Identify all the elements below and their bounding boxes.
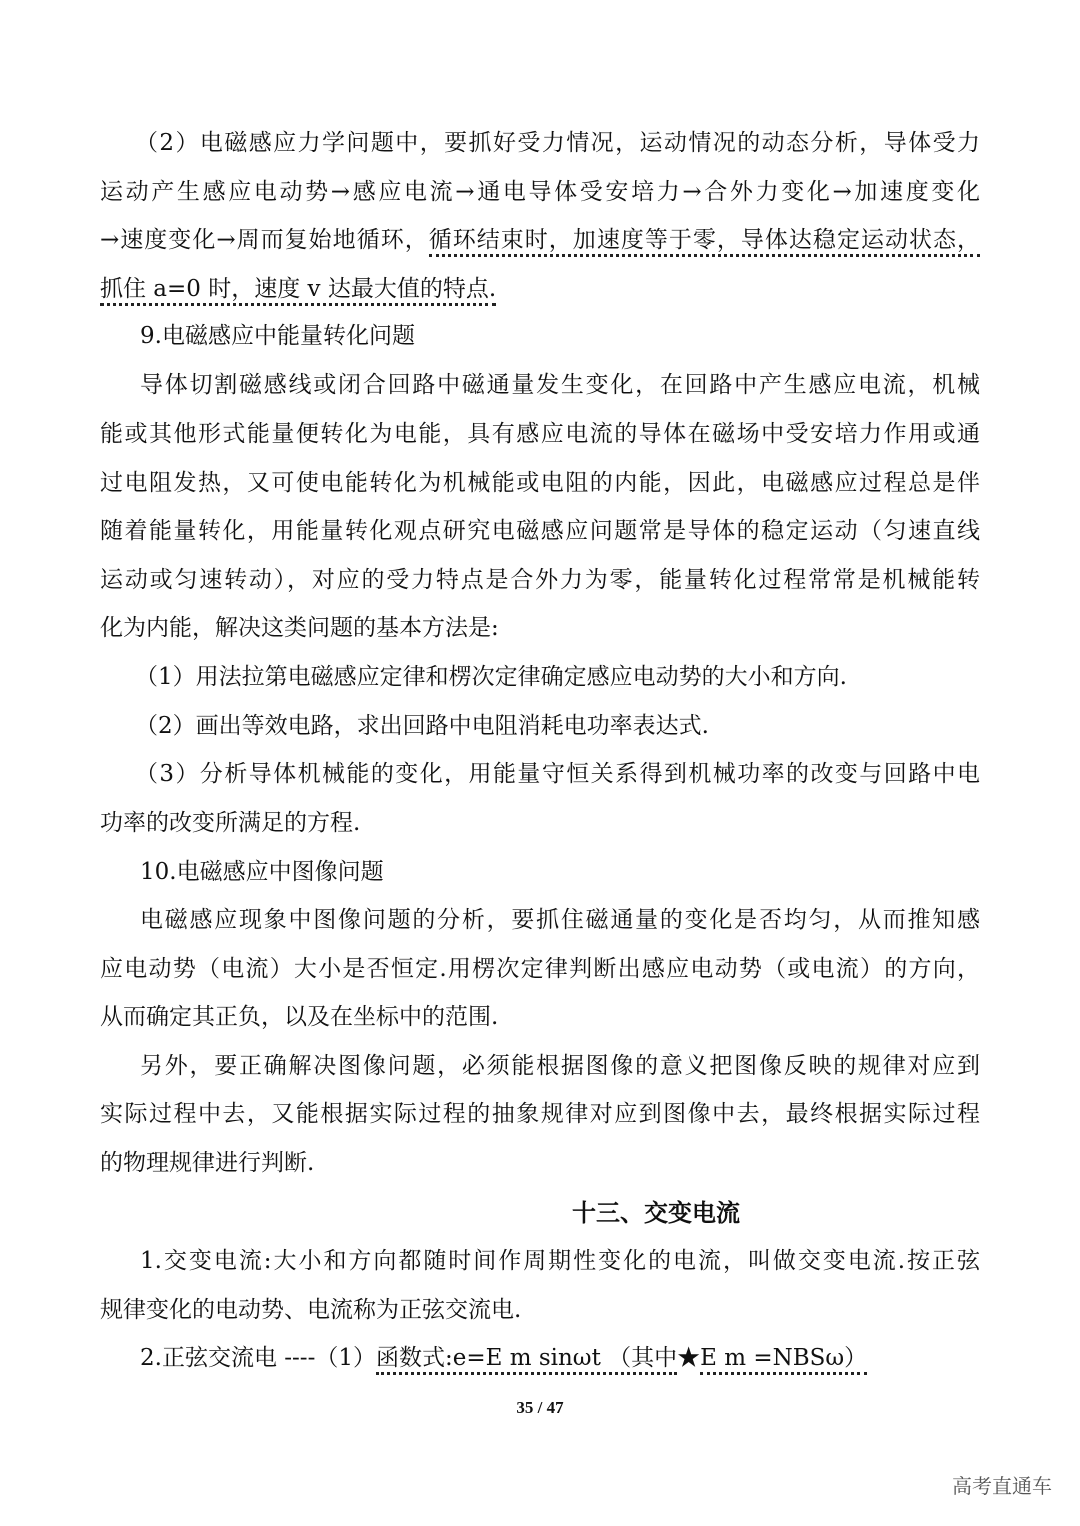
text-line	[135, 126, 980, 160]
text-span: （3）分析导体机械能的变化，用能量守恒关系得到机械功率的改变与回路中电	[135, 761, 980, 787]
text-line	[100, 611, 980, 645]
text-span: 化为内能，解决这类问题的基本方法是:	[100, 615, 499, 641]
text-line	[140, 855, 980, 889]
text-line	[135, 660, 980, 694]
text-span: 1.交变电流:大小和方向都随时间作周期性变化的电流，叫做交变电流.按正弦	[140, 1248, 980, 1274]
text-line	[100, 272, 980, 306]
text-span: （2）画出等效电路，求出回路中电阻消耗电功率表达式.	[135, 713, 709, 739]
emphasized-text: 循环结束时，加速度等于零，导体达稳定运动状态，	[429, 227, 980, 257]
text-span: 10.电磁感应中图像问题	[140, 859, 384, 885]
text-span: 十三、交变电流	[572, 1198, 740, 1227]
text-line	[100, 806, 980, 840]
text-line	[140, 1341, 980, 1375]
watermark: 高考直通车	[952, 1474, 1052, 1498]
text-span: 从而确定其正负，以及在坐标中的范围.	[100, 1004, 499, 1030]
text-line	[100, 563, 980, 597]
emphasized-text: 函数式:e=E m sinωt （其中	[376, 1345, 677, 1375]
text-span: 能或其他形式能量便转化为电能，具有感应电流的导体在磁场中受安培力作用或通	[100, 421, 980, 447]
text-line	[100, 466, 980, 500]
text-span: 随着能量转化，用能量转化观点研究电磁感应问题常是导体的稳定运动（匀速直线	[100, 518, 980, 544]
text-span: →速度变化→周而复始地循环，	[100, 227, 429, 253]
text-span: 的物理规律进行判断.	[100, 1150, 315, 1176]
text-span: 运动或匀速转动），对应的受力特点是合外力为零，能量转化过程常常是机械能转	[100, 567, 980, 593]
star-icon: ★	[677, 1345, 701, 1371]
text-line	[100, 417, 980, 451]
text-span: 9.电磁感应中能量转化问题	[140, 323, 415, 349]
section-heading	[0, 1196, 1080, 1230]
text-line	[135, 757, 980, 791]
text-span: 另外，要正确解决图像问题，必须能根据图像的意义把图像反映的规律对应到	[140, 1053, 980, 1079]
emphasized-text: E m =NBSω）	[700, 1345, 867, 1375]
text-line	[135, 709, 980, 743]
text-span: 功率的改变所满足的方程.	[100, 810, 361, 836]
text-line	[100, 1097, 980, 1131]
text-span: （1）用法拉第电磁感应定律和楞次定律确定感应电动势的大小和方向.	[135, 664, 847, 690]
text-line	[100, 1146, 980, 1180]
text-line	[100, 514, 980, 548]
text-line	[100, 1000, 980, 1034]
text-span: 导体切割磁感线或闭合回路中磁通量发生变化，在回路中产生感应电流，机械	[140, 372, 980, 398]
text-span: 2.正弦交流电 ----（1）	[140, 1345, 376, 1371]
text-line	[140, 903, 980, 937]
page-number: 35 / 47	[516, 1398, 564, 1417]
text-span: 实际过程中去，又能根据实际过程的抽象规律对应到图像中去，最终根据实际过程	[100, 1101, 980, 1127]
text-span: 电磁感应现象中图像问题的分析，要抓住磁通量的变化是否均匀，从而推知感	[140, 907, 980, 933]
text-line	[100, 175, 980, 209]
text-span: （2）电磁感应力学问题中，要抓好受力情况，运动情况的动态分析，导体受力	[135, 130, 980, 156]
text-line	[140, 1244, 980, 1278]
emphasized-text: 抓住 a=0 时，速度 v 达最大值的特点.	[100, 276, 496, 306]
text-line	[100, 223, 980, 257]
text-span: 应电动势（电流）大小是否恒定.用楞次定律判断出感应电动势（或电流）的方向，	[100, 956, 980, 982]
text-span: 规律变化的电动势、电流称为正弦交流电.	[100, 1297, 522, 1323]
text-line	[140, 319, 980, 353]
text-span: 过电阻发热，又可使电能转化为机械能或电阻的内能，因此，电磁感应过程总是伴	[100, 470, 980, 496]
text-line	[100, 1293, 980, 1327]
text-line	[100, 952, 980, 986]
text-span: 运动产生感应电动势→感应电流→通电导体受安培力→合外力变化→加速度变化	[100, 179, 980, 205]
text-line	[140, 1049, 980, 1083]
text-line	[140, 368, 980, 402]
